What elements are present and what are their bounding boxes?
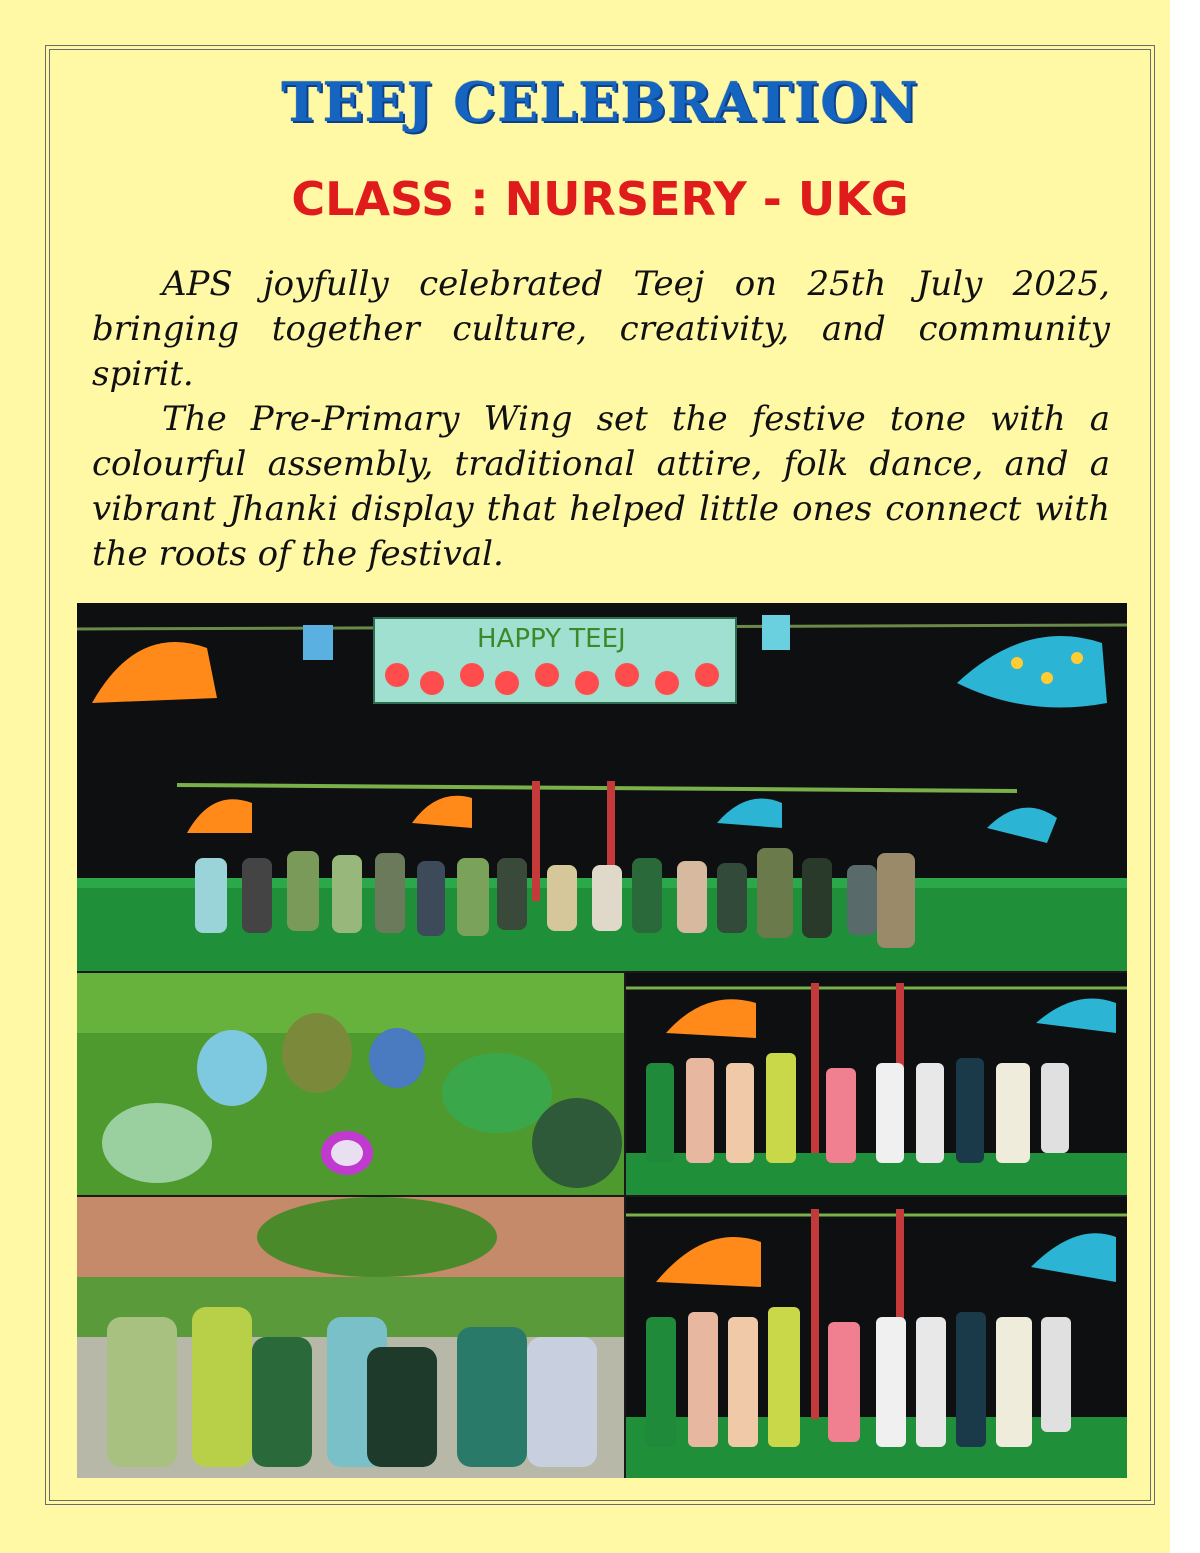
banner-text: HAPPY TEEJ	[477, 624, 626, 654]
photo-collage	[77, 603, 1127, 1478]
class-subtitle: CLASS : NURSERY - UKG	[291, 172, 909, 226]
photo-lawn-activity	[77, 973, 624, 1195]
photo-stage-boys-girls-2	[626, 1197, 1127, 1478]
event-description	[92, 262, 1110, 577]
paragraph-details: The Pre-Primary Wing set the festive tone with a colourful assembly, traditional attire, folk dance, and a vibrant Jhanki display that helped little ones connect with the roots of the festival.	[92, 399, 1110, 574]
paragraph-intro: APS joyfully celebrated Teej on 25th July 2025, bringing together culture, creativity, and community spirit.	[92, 264, 1110, 394]
photo-stage-boys-girls-1	[626, 973, 1127, 1195]
photo-folk-dance	[77, 1197, 624, 1478]
photo-stage-group	[77, 603, 1127, 971]
page-title: TEEJ CELEBRATION	[281, 70, 919, 134]
